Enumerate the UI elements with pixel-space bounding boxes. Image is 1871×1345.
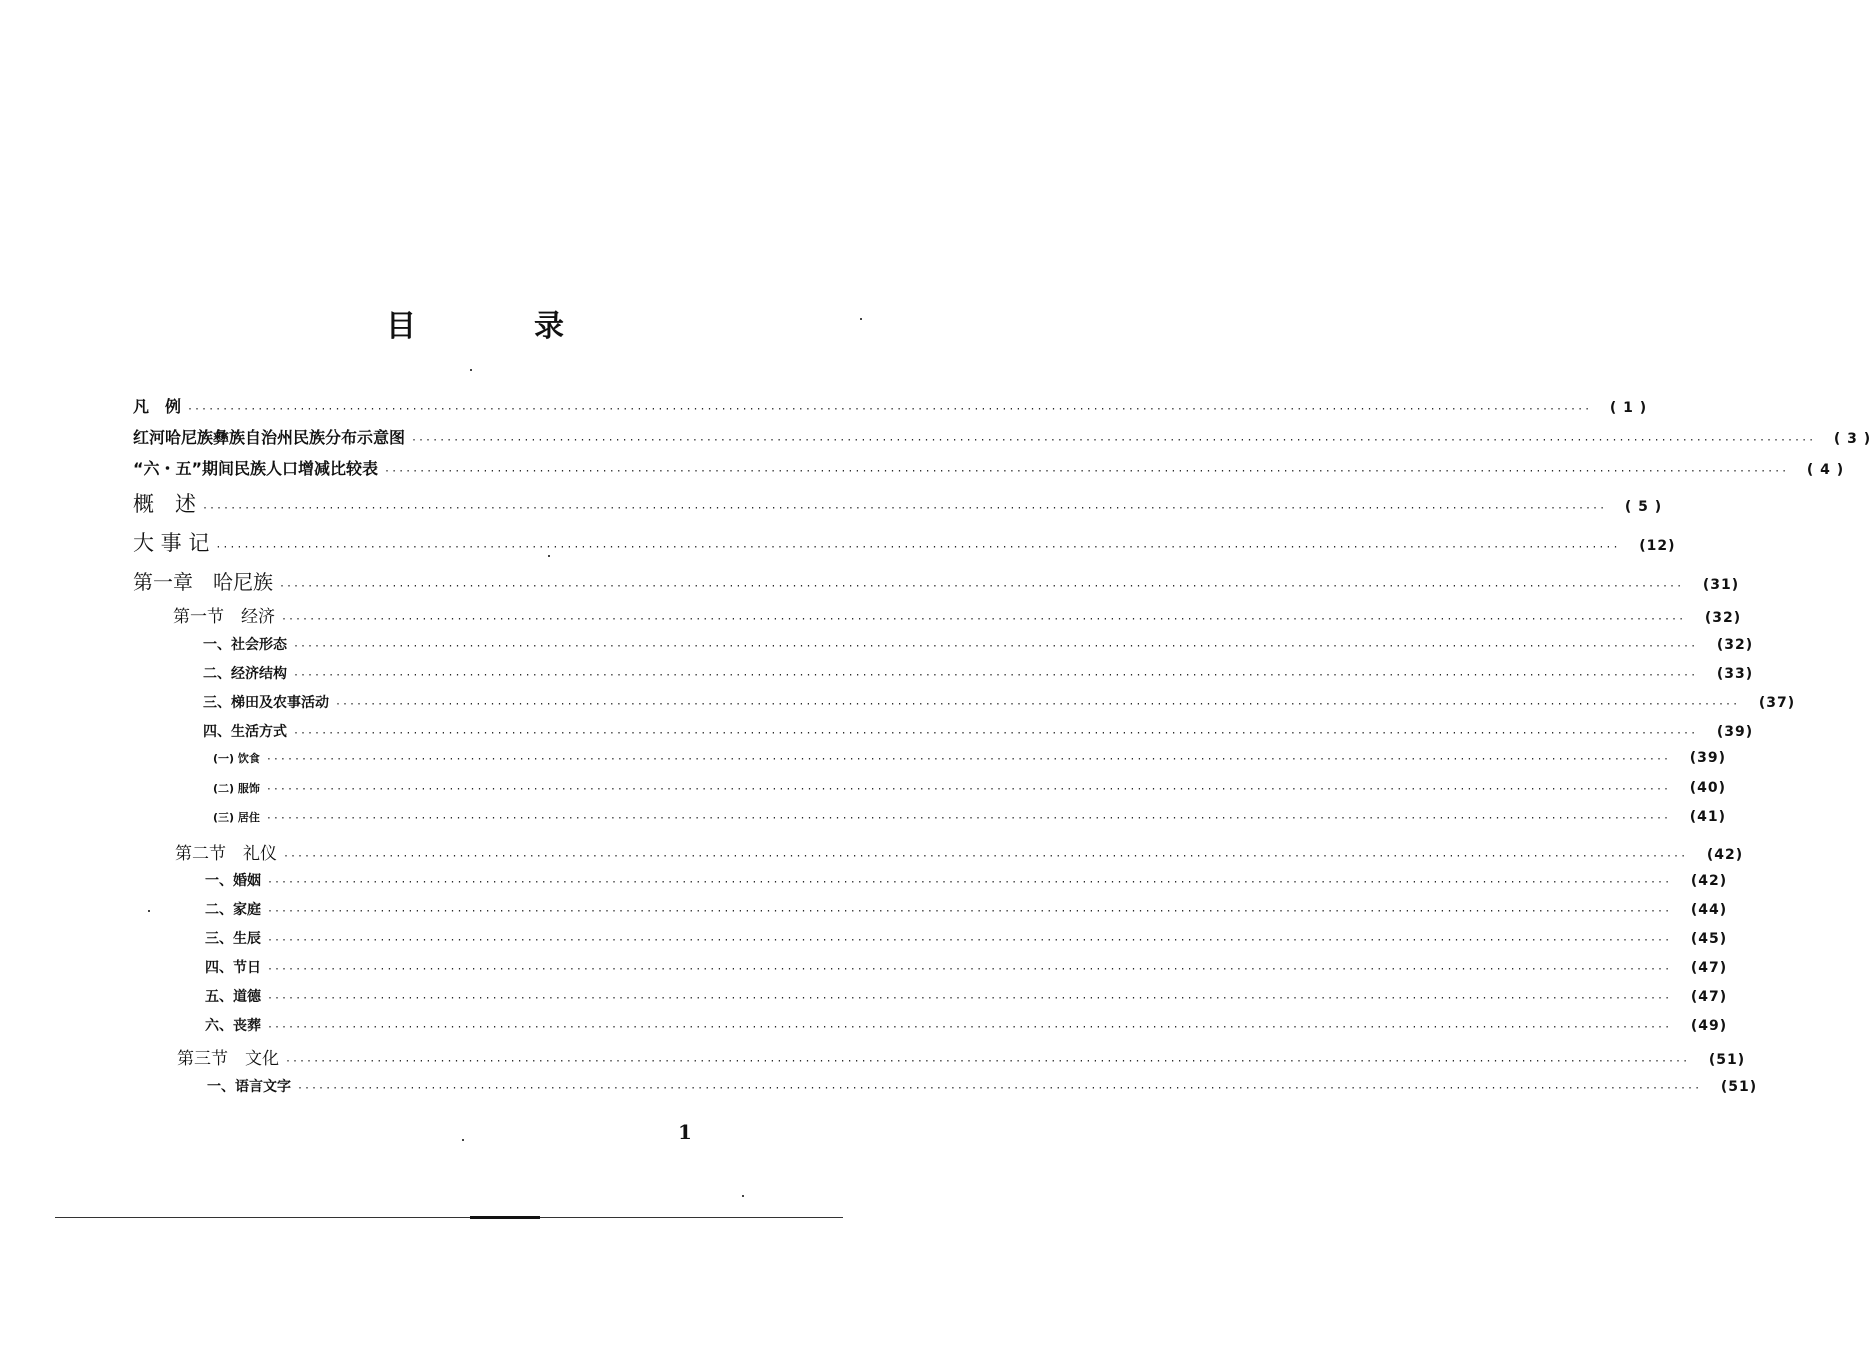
dot-leader: ········································································································································································································ <box>293 728 1698 739</box>
footer-rule-accent <box>470 1216 540 1219</box>
toc-entry-item[interactable] <box>205 928 1728 948</box>
toc-entry-page: (32) <box>1716 637 1754 653</box>
dot-leader: ········································································································································································································ <box>265 784 1670 795</box>
toc-entry-label: 红河哈尼族彝族自治州民族分布示意图 <box>133 428 406 447</box>
toc-entry-chapter-1[interactable] <box>133 566 1740 595</box>
toc-entry-page: (39) <box>1716 724 1754 740</box>
toc-entry-item[interactable] <box>205 899 1728 919</box>
toc-entry-section-3[interactable] <box>177 1044 1746 1069</box>
dot-leader: ········································································································································································································ <box>267 993 1672 1004</box>
page-title: 目 录 <box>386 309 608 344</box>
toc-entry-page: (42) <box>1690 873 1728 889</box>
dot-leader: ········································································································································································································ <box>279 581 1684 592</box>
scan-speck <box>742 1195 744 1197</box>
toc-entry-subitem[interactable] <box>213 780 1726 796</box>
toc-entry-page: (31) <box>1702 577 1740 593</box>
toc-entry-label: (二) 服饰 <box>213 782 260 795</box>
toc-entry-page: (40) <box>1689 780 1726 796</box>
toc-entry-page: (39) <box>1689 750 1726 766</box>
toc-entry-item[interactable] <box>205 870 1728 890</box>
toc-entry-page: (32) <box>1704 610 1742 626</box>
toc-entry-page: (47) <box>1690 960 1728 976</box>
toc-entry-item[interactable] <box>203 721 1754 741</box>
toc-entry-item[interactable] <box>203 634 1754 654</box>
dot-leader: ········································································································································································································ <box>267 1022 1672 1033</box>
scan-speck <box>860 318 862 320</box>
toc-entry-subitem[interactable] <box>213 750 1726 766</box>
toc-entry-item[interactable] <box>205 957 1728 977</box>
toc-entry-section-1[interactable] <box>173 602 1742 627</box>
toc-entry-page: (12) <box>1639 538 1676 554</box>
dot-leader: ········································································································································································································ <box>297 1083 1702 1094</box>
toc-entry-population-table[interactable] <box>133 456 1845 479</box>
scan-speck <box>148 910 150 912</box>
dot-leader: ········································································································································································································ <box>335 699 1740 710</box>
dot-leader: ········································································································································································································ <box>187 404 1592 415</box>
dot-leader: ········································································································································································································ <box>202 503 1607 514</box>
toc-entry-item[interactable] <box>205 986 1728 1006</box>
toc-entry-label: 第二节 礼仪 <box>175 844 277 864</box>
toc-entry-label: 一、社会形态 <box>203 637 287 653</box>
toc-entry-page: (41) <box>1689 809 1726 825</box>
dot-leader: ········································································································································································································ <box>384 466 1789 477</box>
dot-leader: ········································································································································································································ <box>285 1056 1690 1067</box>
toc-entry-page: (51) <box>1720 1079 1758 1095</box>
dot-leader: ········································································································································································································ <box>293 670 1698 681</box>
toc-entry-item[interactable] <box>203 663 1754 683</box>
toc-entry-page: ( 1 ) <box>1609 400 1648 416</box>
dot-leader: ········································································································································································································ <box>215 542 1620 553</box>
toc-entry-page: (45) <box>1690 931 1728 947</box>
toc-entry-label: 凡 例 <box>133 397 182 416</box>
toc-entry-label: 五、道德 <box>205 989 261 1005</box>
toc-entry-label: 大 事 记 <box>133 531 210 555</box>
toc-entry-subitem[interactable] <box>213 809 1726 825</box>
toc-entry-map[interactable] <box>133 425 1871 448</box>
dot-leader: ········································································································································································································ <box>267 877 1672 888</box>
toc-entry-label: 四、生活方式 <box>203 724 287 740</box>
toc-entry-section-2[interactable] <box>175 839 1744 864</box>
toc-entry-label: 二、经济结构 <box>203 666 287 682</box>
toc-entry-page: (51) <box>1708 1052 1746 1068</box>
toc-entry-label: 一、婚姻 <box>205 873 261 889</box>
toc-entry-label: 三、生辰 <box>205 931 261 947</box>
toc-entry-fanli[interactable] <box>133 394 1648 417</box>
toc-entry-page: (44) <box>1690 902 1728 918</box>
toc-entry-label: 概 述 <box>133 492 196 516</box>
dot-leader: ········································································································································································································ <box>267 935 1672 946</box>
dot-leader: ········································································································································································································ <box>265 754 1670 765</box>
toc-entry-page: ( 5 ) <box>1624 499 1663 515</box>
toc-entry-label: “六・五”期间民族人口增减比较表 <box>133 459 379 478</box>
toc-entry-label: 三、梯田及农事活动 <box>203 695 329 711</box>
toc-entry-page: ( 3 ) <box>1833 431 1871 447</box>
scan-speck <box>548 555 550 557</box>
toc-entry-page: ( 4 ) <box>1806 462 1845 478</box>
dot-leader: ········································································································································································································ <box>267 964 1672 975</box>
page-number: 1 <box>678 1120 692 1144</box>
dot-leader: ········································································································································································································ <box>283 851 1688 862</box>
dot-leader: ········································································································································································································ <box>411 435 1816 446</box>
toc-entry-overview[interactable] <box>133 488 1663 518</box>
toc-entry-page: (49) <box>1690 1018 1728 1034</box>
dot-leader: ········································································································································································································ <box>293 641 1698 652</box>
toc-entry-item[interactable] <box>203 692 1796 712</box>
toc-entry-page: (47) <box>1690 989 1728 1005</box>
toc-entry-chronicle[interactable] <box>133 527 1676 557</box>
scan-speck <box>462 1139 464 1141</box>
dot-leader: ········································································································································································································ <box>265 813 1670 824</box>
toc-entry-page: (37) <box>1758 695 1796 711</box>
toc-entry-page: (33) <box>1716 666 1754 682</box>
dot-leader: ········································································································································································································ <box>281 614 1686 625</box>
toc-entry-label: 第三节 文化 <box>177 1049 279 1069</box>
footer-rule <box>55 1217 843 1218</box>
toc-entry-page: (42) <box>1706 847 1744 863</box>
toc-entry-label: 四、节日 <box>205 960 261 976</box>
toc-entry-item[interactable] <box>205 1015 1728 1035</box>
toc-entry-label: 第一节 经济 <box>173 607 275 627</box>
toc-entry-item[interactable] <box>207 1076 1758 1096</box>
dot-leader: ········································································································································································································ <box>267 906 1672 917</box>
toc-entry-label: 六、丧葬 <box>205 1018 261 1034</box>
toc-entry-label: 一、语言文字 <box>207 1079 291 1095</box>
toc-entry-label: (三) 居住 <box>213 811 260 824</box>
scan-speck <box>470 369 472 371</box>
toc-entry-label: (一) 饮食 <box>213 752 260 765</box>
toc-entry-label: 第一章 哈尼族 <box>133 570 273 594</box>
toc-entry-label: 二、家庭 <box>205 902 261 918</box>
